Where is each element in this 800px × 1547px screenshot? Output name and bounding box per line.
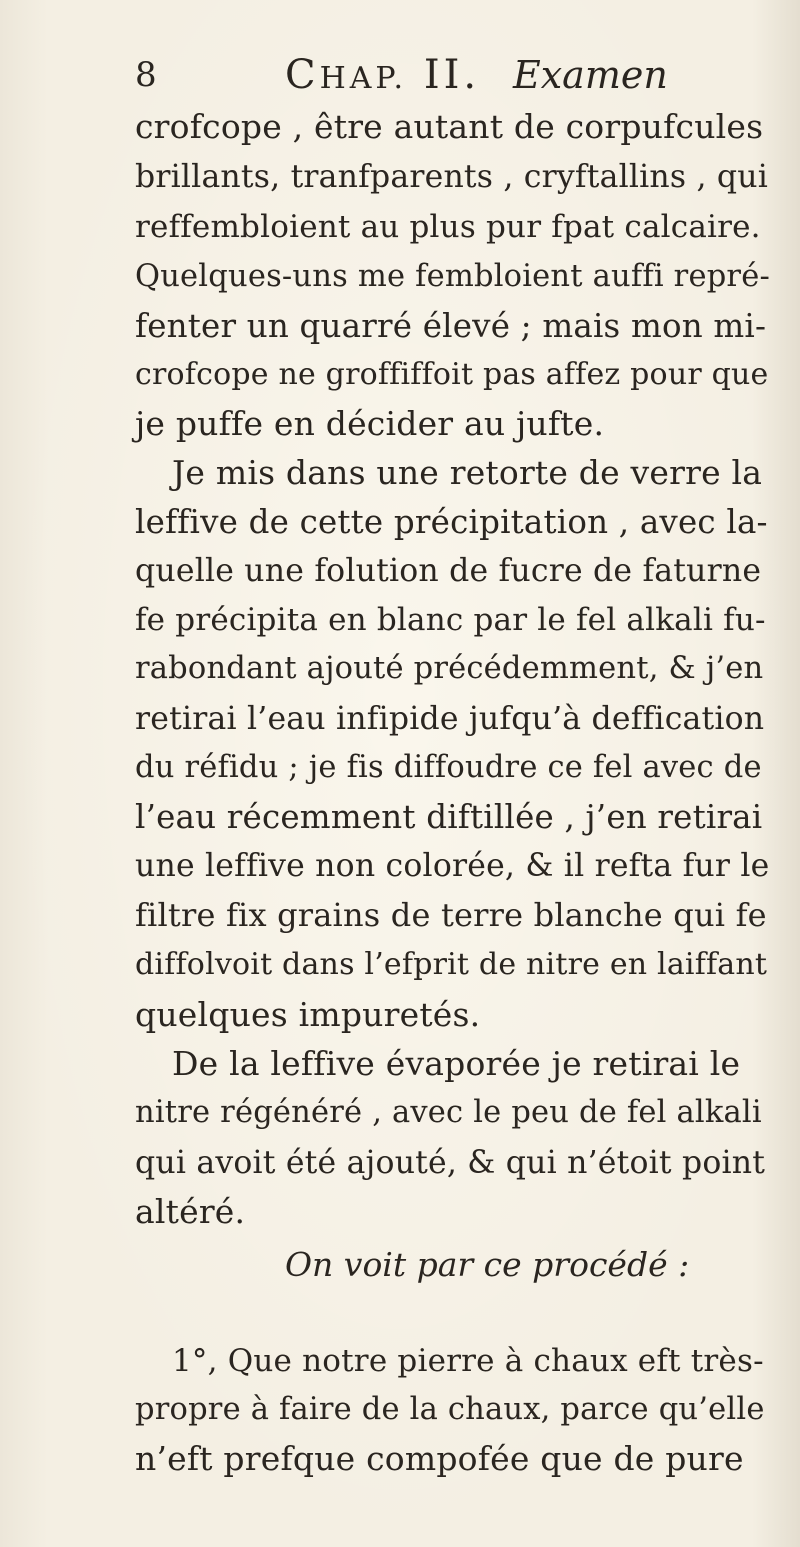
section-caption: On voit par ce procédé :	[285, 1245, 690, 1284]
text-line: diffolvoit dans l’efprit de nitre en laiffant	[135, 947, 768, 982]
chapter-initial: C	[285, 52, 320, 98]
paragraph-start-line: Je mis dans une retorte de verre la	[172, 453, 763, 492]
running-title: Examen	[513, 53, 668, 97]
text-line: filtre fix grains de terre blanche qui fe	[135, 896, 767, 934]
text-line: fe précipita en blanc par le fel alkali fu-	[135, 602, 766, 638]
text-line: qui avoit été ajouté, & qui n’étoit point	[135, 1145, 766, 1181]
paragraph-start-line: 1°, Que notre pierre à chaux eft très-	[172, 1343, 764, 1379]
text-line: altéré.	[135, 1192, 246, 1231]
text-line: propre à faire de la chaux, parce qu’elle	[135, 1392, 765, 1427]
text-line: brillants, tranfparents , cryftallins , qui	[135, 159, 769, 195]
chapter-word: HAP.	[319, 61, 408, 96]
text-line: du réfidu ; je fis diffoudre ce fel avec de	[135, 750, 762, 785]
chapter-heading	[285, 52, 480, 102]
text-line: reffembloient au plus pur fpat calcaire.	[135, 209, 761, 245]
text-line: retirai l’eau infipide jufqu’à deffication	[135, 701, 765, 737]
text-line: leffive de cette précipitation , avec la-	[135, 503, 768, 541]
chapter-number: II.	[423, 52, 481, 98]
text-line: fenter un quarré élevé ; mais mon mi-	[135, 307, 767, 345]
page-header	[135, 52, 765, 98]
text-line: quelques impuretés.	[135, 995, 481, 1034]
text-line: crofcope ne groffiffoit pas affez pour que	[135, 357, 769, 392]
text-line: rabondant ajouté précédemment, & j’en	[135, 651, 764, 686]
page-number: 8	[135, 55, 157, 95]
text-line: je puffe en décider au jufte.	[135, 404, 605, 443]
text-line: une leffive non colorée, & il refta fur le	[135, 848, 770, 884]
text-line: Quelques-uns me fembloient auffi repré-	[135, 259, 770, 294]
text-line: n’eft prefque compofée que de pure	[135, 1439, 744, 1478]
text-line: crofcope , être autant de corpufcules	[135, 107, 764, 146]
paragraph-start-line: De la leffive évaporée je retirai le	[172, 1044, 741, 1083]
text-line: l’eau récemment diftillée , j’en retirai	[135, 798, 763, 836]
text-line: quelle une folution de fucre de faturne	[135, 553, 762, 589]
text-line: nitre régénéré , avec le peu de fel alkali	[135, 1095, 762, 1130]
